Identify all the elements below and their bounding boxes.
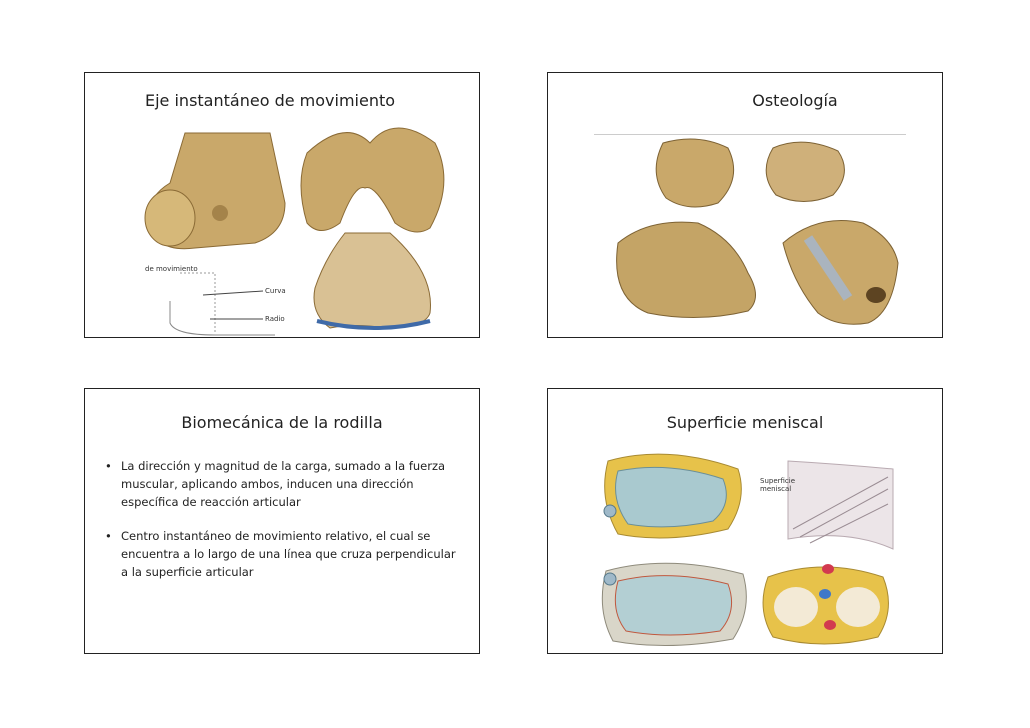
slide-title: Eje instantáneo de movimiento xyxy=(145,91,396,110)
bullet-list xyxy=(99,457,459,597)
meniscal-surface-label: Superficie meniscal xyxy=(760,477,796,493)
slide-title: Osteología xyxy=(752,91,838,110)
bullet-item: • Centro instantáneo de movimiento relativo, el cual se encuentra a lo largo de una línea que cruza perpendicular a la superficie articular xyxy=(99,527,459,581)
slide-knee-biomechanics xyxy=(84,388,480,654)
patella-illustrations xyxy=(548,73,944,339)
axis-label: de movimiento xyxy=(145,265,198,273)
curve-label: Curva xyxy=(265,287,286,295)
slide-title: Superficie meniscal xyxy=(666,413,824,432)
slide-title: Biomecánica de la rodilla xyxy=(181,413,383,432)
meniscus-illustrations xyxy=(548,389,944,655)
femur-illustrations xyxy=(85,73,481,339)
slide-osteology xyxy=(547,72,943,338)
slide-instant-axis xyxy=(84,72,480,338)
radius-label: Radio xyxy=(265,315,285,323)
slide-meniscal-surface xyxy=(547,388,943,654)
bullet-item: • La dirección y magnitud de la carga, sumado a la fuerza muscular, aplicando ambos, inducen una dirección específica de reacción articular xyxy=(99,457,459,511)
